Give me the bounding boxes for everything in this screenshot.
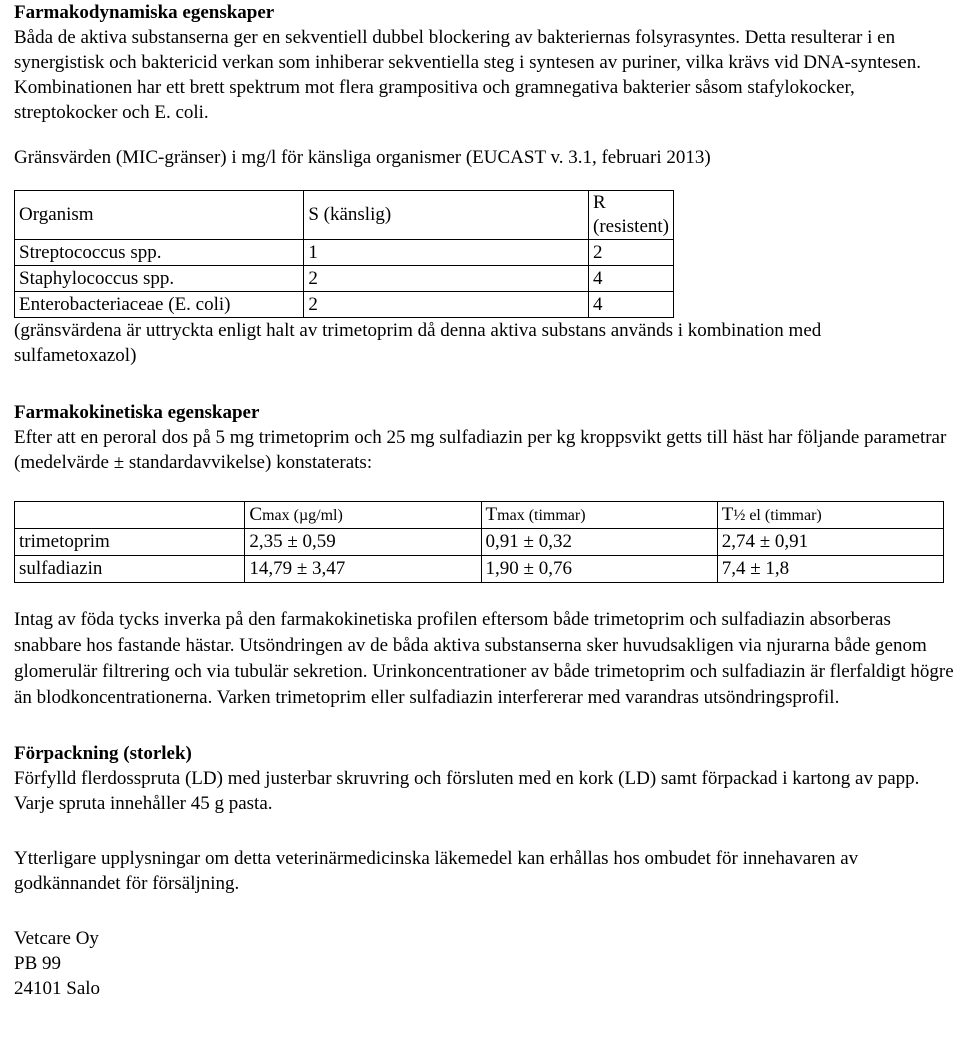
mic-note: (gränsvärdena är uttryckta enligt halt av trimetoprim då denna aktiva substans används i kombination med sulfametoxazol) xyxy=(14,320,822,366)
pharmacodynamics-text: Båda de aktiva substanserna ger en sekventiell dubbel blockering av bakteriernas folsyrasyntes. Detta resulterar i en synergistisk och baktericid verkan som inhiberar sekventiella steg i syntesen av puriner, vilka krävs vid DNA-syntesen. Kombinationen har ett brett spektrum mot flera grampositiva och gramnegativa bakterier såsom stafylokocker, streptokocker och E. coli. xyxy=(14,27,921,123)
mic-cell-s: 2 xyxy=(304,292,589,318)
address-line: PB 99 xyxy=(14,953,61,974)
address-line: 24101 Salo xyxy=(14,978,101,999)
pharmacodynamics-heading: Farmakodynamiska egenskaper xyxy=(14,2,275,23)
mic-cell-organism: Enterobacteriaceae (E. coli) xyxy=(15,292,304,318)
pk-cell-thalf: 2,74 ± 0,91 xyxy=(717,529,943,556)
pk-header-empty xyxy=(15,502,245,529)
mic-header-s: S (känslig) xyxy=(304,191,589,240)
pharmacokinetics-text: Efter att en peroral dos på 5 mg trimetoprim och 25 mg sulfadiazin per kg kroppsvikt getts till häst har följande parametrar (medelvärde ± standardavvikelse) konstaterats: xyxy=(14,427,947,473)
pk-header-row xyxy=(15,502,944,529)
mic-header-row xyxy=(15,191,674,240)
mic-header-r: R (resistent) xyxy=(589,191,674,240)
mic-cell-r: 2 xyxy=(589,240,674,266)
feeding-text: Intag av föda tycks inverka på den farmakokinetiska profilen eftersom både trimetoprim och sulfadiazin absorberas snabbare hos fastande hästar. Utsöndringen av de båda aktiva substanserna sker huvudsakligen via njurarna både genom glomerulär filtrering och via tubulär sekretion. Urinkoncentrationer av både trimetoprim och sulfadiazin är flerfaldigt högre än blodkoncentrationerna. Varken trimetoprim eller sulfadiazin interfererar med varandras utsöndringsprofil. xyxy=(14,609,954,708)
table-row xyxy=(15,556,944,583)
pk-cell-cmax: 2,35 ± 0,59 xyxy=(245,529,481,556)
document-page xyxy=(14,0,954,1001)
pk-cell-tmax: 1,90 ± 0,76 xyxy=(481,556,717,583)
mic-intro: Gränsvärden (MIC-gränser) i mg/l för känsliga organismer (EUCAST v. 3.1, februari 2013) xyxy=(14,147,711,168)
pk-cell-substance: sulfadiazin xyxy=(15,556,245,583)
pk-cell-thalf: 7,4 ± 1,8 xyxy=(717,556,943,583)
mic-cell-s: 2 xyxy=(304,266,589,292)
table-row xyxy=(15,266,674,292)
pk-table xyxy=(14,501,944,583)
packaging-heading: Förpackning (storlek) xyxy=(14,743,192,764)
pk-header-tmax: Tmax (timmar) xyxy=(481,502,717,529)
pk-header-thalf: T½ el (timmar) xyxy=(717,502,943,529)
mic-header-organism: Organism xyxy=(15,191,304,240)
packaging-text: Förfylld flerdosspruta (LD) med justerbar skruvring och försluten med en kork (LD) samt förpackad i kartong av papp. Varje spruta innehåller 45 g pasta. xyxy=(14,768,920,814)
mic-table xyxy=(14,190,674,318)
more-info-text: Ytterligare upplysningar om detta veterinärmedicinska läkemedel kan erhållas hos ombudet för innehavaren av godkännandet för försäljning. xyxy=(14,848,859,894)
address-line: Vetcare Oy xyxy=(14,928,99,949)
pk-cell-substance: trimetoprim xyxy=(15,529,245,556)
mic-cell-r: 4 xyxy=(589,266,674,292)
mic-cell-organism: Staphylococcus spp. xyxy=(15,266,304,292)
mic-cell-organism: Streptococcus spp. xyxy=(15,240,304,266)
pharmacokinetics-heading: Farmakokinetiska egenskaper xyxy=(14,402,260,423)
table-row xyxy=(15,240,674,266)
table-row xyxy=(15,529,944,556)
table-row xyxy=(15,292,674,318)
mic-cell-s: 1 xyxy=(304,240,589,266)
pk-cell-tmax: 0,91 ± 0,32 xyxy=(481,529,717,556)
mic-cell-r: 4 xyxy=(589,292,674,318)
pk-cell-cmax: 14,79 ± 3,47 xyxy=(245,556,481,583)
pk-header-cmax: Cmax (µg/ml) xyxy=(245,502,481,529)
